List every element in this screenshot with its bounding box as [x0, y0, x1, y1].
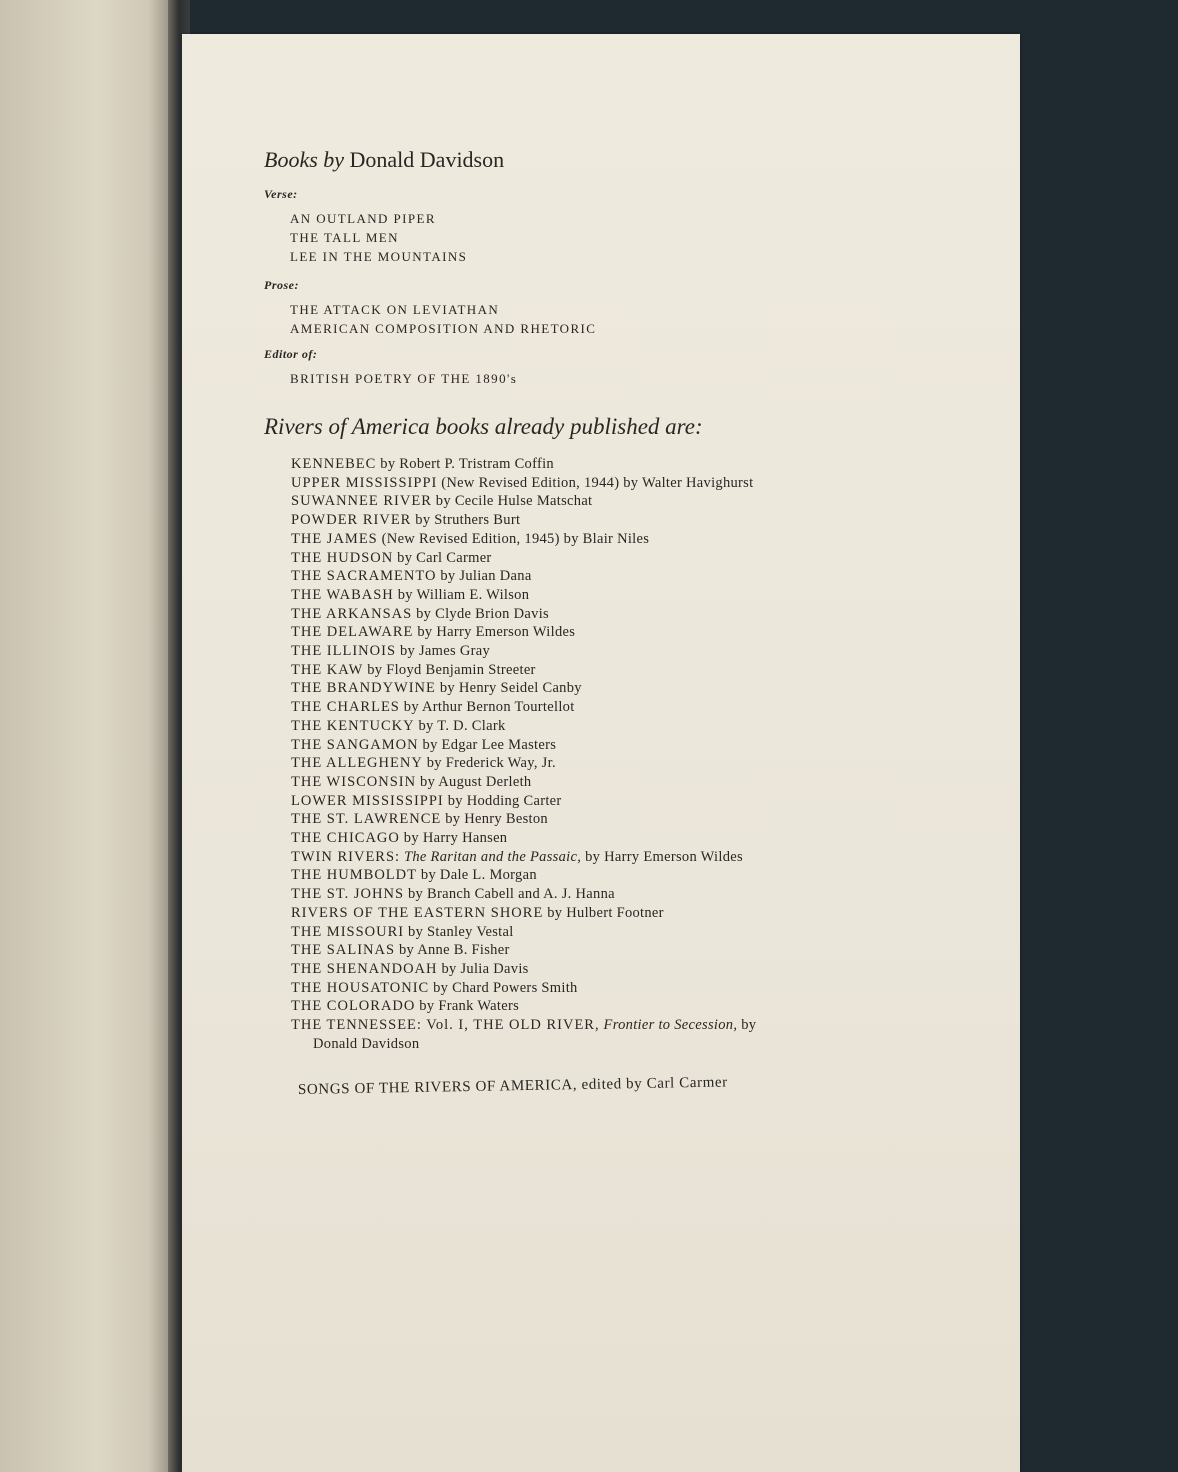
book-title: THE KENTUCKY	[291, 717, 415, 734]
book-author: by Julian Dana	[436, 568, 532, 585]
book-title: THE ST. LAWRENCE	[291, 811, 442, 828]
book-author: by Harry Emerson Wildes	[413, 624, 576, 641]
book-entry	[291, 530, 1011, 549]
book-entry	[291, 754, 1011, 773]
book-title: THE SALINAS	[291, 942, 396, 959]
book-entry	[291, 773, 1011, 792]
book-author: by T. D. Clark	[414, 717, 506, 734]
book-author: by Clyde Brion Davis	[412, 605, 549, 622]
title-name: Donald Davidson	[349, 147, 505, 172]
book-entry	[291, 455, 1011, 474]
book-entry	[291, 866, 1011, 885]
book-entry-continuation: Donald Davidson	[313, 1035, 420, 1052]
book-entry	[291, 960, 1011, 979]
book-title: TWIN RIVERS:	[291, 848, 401, 865]
book-entry	[291, 810, 1011, 829]
book-author: by Arthur Bernon Tourtellot	[399, 699, 575, 716]
verse-item: LEE IN THE MOUNTAINS	[290, 249, 468, 264]
book-title: SUWANNEE RIVER	[291, 493, 432, 510]
book-title: THE CHICAGO	[291, 830, 400, 847]
book-title: THE COLORADO	[291, 998, 416, 1015]
book-title: THE JAMES	[291, 530, 378, 547]
book-entry	[291, 885, 1011, 904]
book-title: THE ILLINOIS	[291, 643, 397, 660]
book-author: (New Revised Edition, 1944) by Walter Havighurst	[437, 474, 754, 491]
book-author: by Frank Waters	[415, 998, 520, 1015]
left-page	[0, 0, 175, 1472]
book-author: by August Derleth	[416, 773, 532, 790]
rivers-book-list	[291, 455, 1011, 1054]
book-entry	[291, 941, 1011, 960]
book-entry	[291, 492, 1011, 511]
book-entry	[291, 642, 1011, 661]
book-title: THE MISSOURI	[291, 923, 405, 940]
page-title	[264, 147, 504, 173]
book-author: by Henry Seidel Canby	[435, 680, 582, 697]
book-title: THE TENNESSEE: Vol. I, THE OLD RIVER,	[291, 1017, 600, 1034]
book-title: UPPER MISSISSIPPI	[291, 474, 438, 491]
book-entry	[291, 792, 1011, 811]
book-author: by Harry Hansen	[399, 830, 508, 847]
book-author: by Dale L. Morgan	[416, 867, 537, 884]
book-author: by Floyd Benjamin Streeter	[363, 661, 536, 678]
prose-item: AMERICAN COMPOSITION AND RHETORIC	[290, 321, 597, 336]
book-title: THE SANGAMON	[291, 736, 419, 753]
book-entry	[291, 623, 1011, 642]
book-title: THE ST. JOHNS	[291, 886, 405, 903]
title-italic: Books by	[264, 147, 345, 172]
book-author: (New Revised Edition, 1945) by Blair Niles	[377, 530, 650, 547]
book-title: KENNEBEC	[291, 456, 377, 472]
book-entry	[291, 605, 1011, 624]
prose-label: Prose:	[264, 278, 299, 292]
book-entry	[291, 661, 1011, 680]
book-title: THE DELAWARE	[291, 624, 414, 641]
right-page	[182, 34, 1020, 1472]
book-title: THE WISCONSIN	[291, 773, 417, 790]
book-entry	[291, 979, 1011, 998]
book-author: by Robert P. Tristram Coffin	[376, 456, 554, 472]
book-author: by Hulbert Footner	[543, 904, 664, 921]
editor-label: Editor of:	[264, 347, 318, 361]
book-entry	[291, 848, 1011, 867]
book-title: THE ALLEGHENY	[291, 755, 423, 772]
book-author: by Carl Carmer	[393, 549, 492, 566]
verse-label: Verse:	[264, 187, 298, 201]
book-author: by Anne B. Fisher	[395, 942, 510, 959]
book-title: THE HUDSON	[291, 549, 394, 566]
page-text	[182, 34, 1020, 1472]
book-title: RIVERS OF THE EASTERN SHORE	[291, 904, 544, 921]
book-entry	[291, 567, 1011, 586]
book-author: by	[737, 1017, 757, 1034]
book-author: by Stanley Vestal	[404, 923, 514, 940]
book-author: by James Gray	[396, 643, 491, 660]
book-entry	[291, 511, 1011, 530]
book-title: THE SACRAMENTO	[291, 568, 437, 585]
book-entry	[291, 997, 1011, 1016]
book-author: by Branch Cabell and A. J. Hanna	[404, 886, 615, 903]
book-entry	[291, 736, 1011, 755]
book-entry	[291, 679, 1011, 698]
rivers-heading: Rivers of America books already published are:	[264, 414, 703, 439]
book-entry	[291, 586, 1011, 605]
book-entry	[291, 474, 1011, 493]
book-title: THE CHARLES	[291, 699, 400, 716]
book-title: THE SHENANDOAH	[291, 960, 438, 977]
book-author: by Frederick Way, Jr.	[422, 755, 556, 772]
book-entry	[291, 698, 1011, 717]
editor-item: BRITISH POETRY OF THE 1890's	[290, 371, 518, 386]
book-title: THE BRANDYWINE	[291, 680, 436, 697]
book-author: by Harry Emerson Wildes	[581, 848, 743, 865]
book-title: THE HUMBOLDT	[291, 867, 417, 884]
book-entry	[291, 829, 1011, 848]
verse-item: AN OUTLAND PIPER	[290, 211, 436, 226]
book-author: by Henry Beston	[441, 811, 548, 828]
book-entry	[291, 717, 1011, 736]
book-entry	[291, 1016, 1011, 1035]
book-title: THE KAW	[291, 661, 364, 678]
book-author: by Struthers Burt	[411, 512, 521, 529]
book-title: POWDER RIVER	[291, 512, 412, 529]
book-title: THE HOUSATONIC	[291, 979, 430, 996]
songs-line: SONGS OF THE RIVERS OF AMERICA, edited by Carl Carmer	[297, 1074, 728, 1098]
book-entry	[291, 549, 1011, 568]
book-author: by Edgar Lee Masters	[418, 736, 557, 753]
book-author: by Chard Powers Smith	[429, 979, 578, 996]
prose-item: THE ATTACK ON LEVIATHAN	[290, 302, 500, 317]
book-title: LOWER MISSISSIPPI	[291, 792, 444, 809]
book-subtitle: Frontier to Secession,	[599, 1017, 738, 1034]
book-entry	[291, 904, 1011, 923]
book-author: by Julia Davis	[437, 960, 529, 977]
book-author: by Hodding Carter	[443, 792, 562, 809]
book-entry	[291, 923, 1011, 942]
book-title: THE ARKANSAS	[291, 605, 413, 622]
verse-item: THE TALL MEN	[290, 230, 399, 245]
book-author: by Cecile Hulse Matschat	[431, 493, 593, 510]
book-title: THE WABASH	[291, 586, 394, 603]
book-subtitle: The Raritan and the Passaic,	[400, 848, 582, 865]
book-author: by William E. Wilson	[393, 586, 530, 603]
